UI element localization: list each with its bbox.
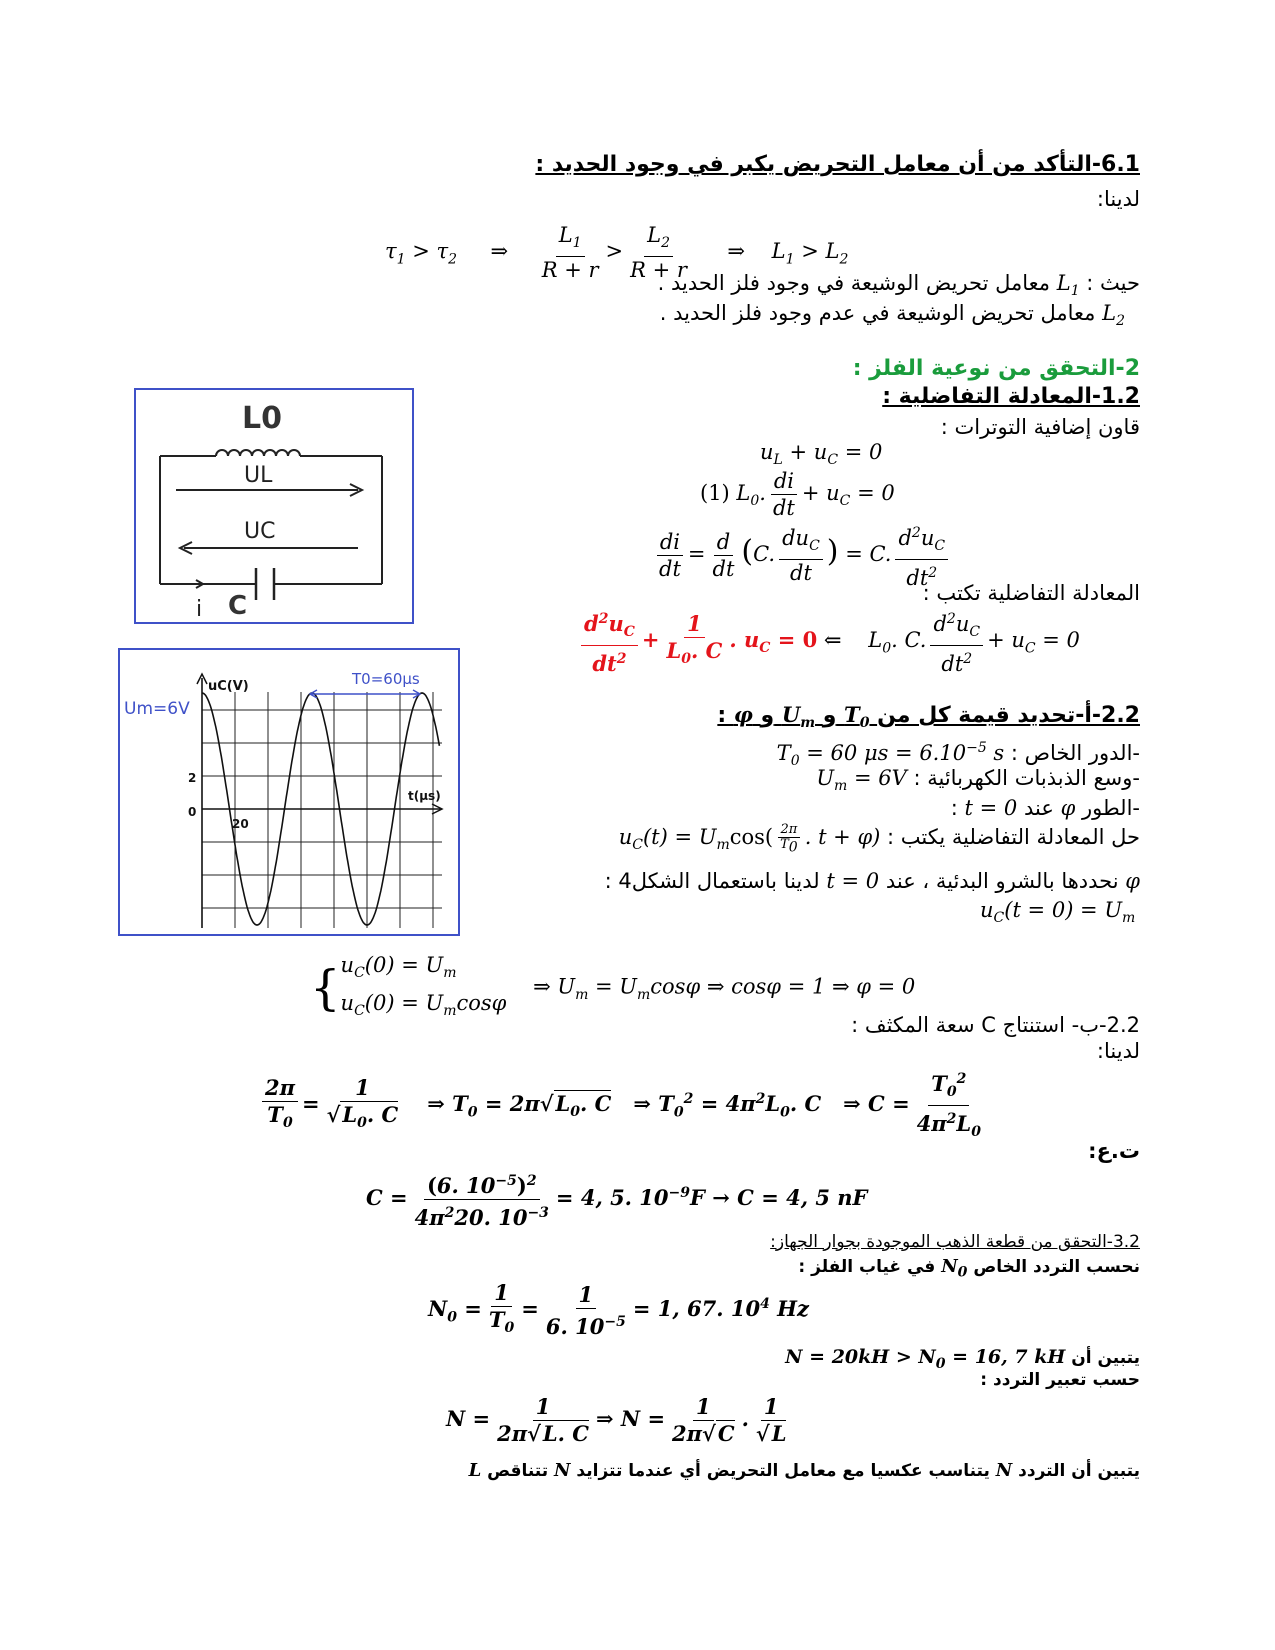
section-2-heading: 2-التحقق من نوعية الفلز : (852, 356, 1140, 381)
phase-line: -الطور φ عند t = 0 : (950, 796, 1140, 820)
um-label: Um=6V (124, 699, 190, 719)
capacitance-result: C = $\frac{(6. 10^{-5})^2}{4\pi^220. 10^{-3}}$ = 4, 5. $10^{-9}F \to C = 4$, 5 nF (366, 1168, 867, 1231)
inductor-coil (216, 450, 300, 456)
section-6-1-heading: 6.1-التأكد من أن معامل التحريض يكبر في وجود الحديد : (535, 152, 1140, 177)
l1-definition: حيث : $L_1$ معامل تحريض الوشيعة في وجود فلز الحديد . (657, 271, 1140, 300)
graph-grid (202, 692, 442, 928)
tau-inequality: $\tau_1 > \tau_2$ ⇒ $\frac{L_1}{R + r}$ > $\frac{L_2}{R + r}$ ⇒ $L_1 > L_2$ (385, 223, 849, 283)
period-label: T0=60µs (352, 670, 420, 688)
diff-eq-final: $\frac{d^2u_C}{dt^2}$ + $\frac{1}{L_0. C}$ . $u_C = 0$ ⇐ $L_0$. C. $\frac{d^2u_C}{dt^2}$ + $u_C = 0$ (577, 606, 1080, 677)
label-uc: UC (244, 519, 276, 544)
phi-line: φ نحددها بالشرو البدئية ، عند t = 0 لدينا باستعمال الشكل4 : (604, 869, 1140, 893)
diff-eq-label: المعادلة التفاضلية تكتب : (922, 581, 1140, 605)
label-ul: UL (244, 463, 273, 488)
numeric-label: ت.ع: (1088, 1139, 1140, 1163)
section-3-2-heading: 3.2-التحقق من قطعة الذهب الموجودة بجوار الجهاز: (770, 1232, 1140, 1252)
tick-20: 20 (232, 817, 249, 831)
label-c: C (228, 591, 248, 621)
conclusion-line: يتبين أن التردد N يتناسب عكسيا مع معامل التحريض أي عندما تتزايد N تتناقص L (468, 1460, 1140, 1481)
n-expression: N = $\frac{1}{2\pi√L. C}$ ⇒ N = $\frac{1}{2\pi√C}$ . $\frac{1}{√L}$ (446, 1394, 787, 1446)
phi-system: { $u_C(0) = U_m$ $u_C(0) = U_m\cos\varphi$ ⇒ $U_m = U_m\cos\varphi$ ⇒ cosφ = 1 ⇒ φ = 0 (310, 953, 916, 1020)
capacitance-derivation: $\frac{2\pi}{T_0}$ = $\frac{1}{√L_0. C}$ ⇒ $T_0 = 2\pi√L_0$. C ⇒ $T_0^2 = 4\pi^2L_0$. C ⇒ C = $\frac{T_0^2}{4\pi^2L_0}$ (258, 1066, 988, 1145)
circuit-svg (136, 390, 412, 622)
period-line: -الدور الخاص : $T_0 = 60$ $\mu s = 6.10^{-5}$ s (776, 740, 1140, 770)
section-1-2-heading: 1.2-المعادلة التفاضلية : (882, 384, 1140, 409)
tick-0: 0 (188, 805, 197, 819)
solution-line: حل المعادلة التفاضلية يكتب : $u_C(t) = U_m\cos$( $\frac{2\pi}{T_0}$ . t + φ) (618, 821, 1140, 856)
ladayna-label-2: لدينا: (1096, 1039, 1140, 1063)
expression-line: حسب تعبير التردد : (980, 1370, 1140, 1390)
amplitude-line: -وسع الذبذبات الكهربائية : $U_m = 6V$ (816, 766, 1140, 795)
label-l0: L0 (242, 401, 282, 436)
x-axis-label: t(µs) (408, 789, 441, 803)
label-i: i (196, 597, 203, 622)
ladayna-label: لدينا: (1096, 187, 1140, 211)
section-2-2a-heading: 2.2-أ-تحديد قيمة كل من $T_0$ و $U_m$ و φ : (717, 702, 1140, 732)
n-comparison-line: يتبين أن $N = 20kH > N_0 = 16$, 7 kH (785, 1346, 1140, 1372)
eq-derivative: $\frac{di}{dt}$ = $\frac{d}{dt}$ (C. $\frac{du_C}{dt}$ ) = C. $\frac{d^2u_C}{dt^2}$ (652, 520, 952, 591)
section-2-2b-heading: 2.2-ب- استنتاج C سعة المكثف : (851, 1013, 1140, 1037)
eq-1: (1) $L_0$. $\frac{di}{dt}$ + $u_C = 0$ (700, 469, 895, 520)
eq-sum-voltages: $u_L + u_C = 0$ (760, 440, 883, 469)
law-label: قاون إضافية التوترات : (940, 415, 1140, 439)
uc-initial: $u_C(t = 0) = U_m$ (980, 898, 1136, 927)
y-axis-label: uC(V) (208, 679, 249, 694)
oscillogram-svg (120, 650, 457, 933)
circuit-diagram (134, 388, 414, 624)
oscillogram-figure (118, 648, 460, 936)
n0-calc: $N_0$ = $\frac{1}{T_0}$ = $\frac{1}{6. 10^{-5}}$ = 1, 67. $10^4$ Hz (428, 1280, 809, 1339)
compute-n0-line: نحسب التردد الخاص $N_0$ في غياب الفلز : (798, 1256, 1140, 1281)
tick-2: 2 (188, 771, 197, 785)
l2-definition: $L_2$ معامل تحريض الوشيعة في عدم وجود فلز الحديد . (659, 301, 1125, 330)
